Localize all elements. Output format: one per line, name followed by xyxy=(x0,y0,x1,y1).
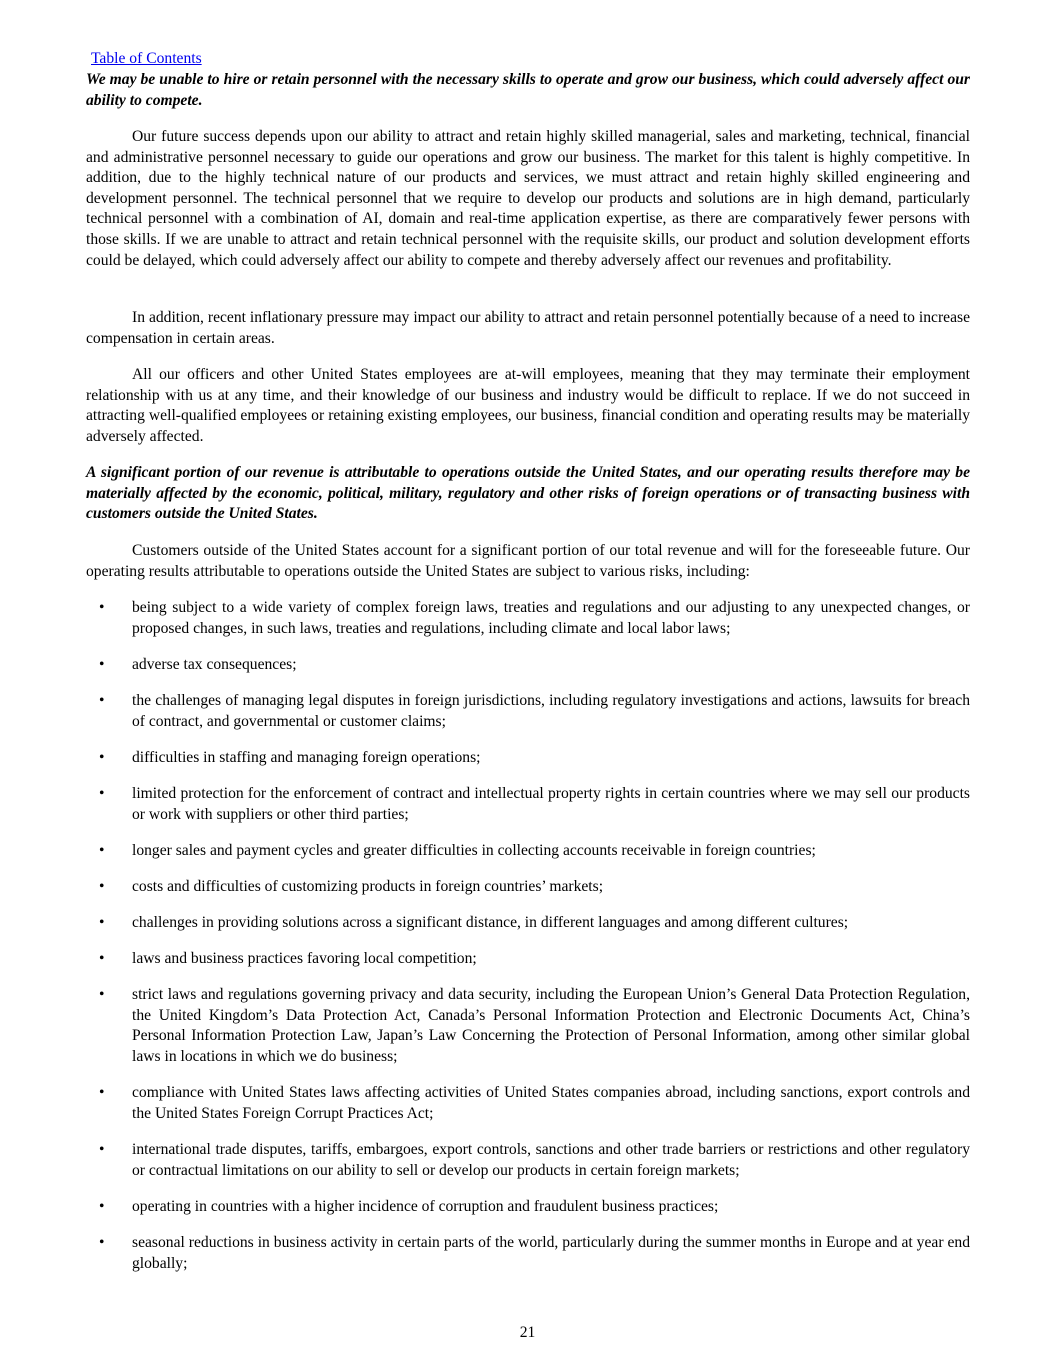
bullet-marker: • xyxy=(99,599,105,616)
list-item xyxy=(86,985,970,1067)
page-number: 21 xyxy=(519,1324,536,1341)
list-item-text: compliance with United States laws affecting activities of United States companies abroad, including sanctions, export controls and the United States Foreign Corrupt Practices Act; xyxy=(132,1084,970,1122)
list-item-text: longer sales and payment cycles and greater difficulties in collecting accounts receivable in foreign countries; xyxy=(132,842,816,859)
list-item-text: costs and difficulties of customizing products in foreign countries’ markets; xyxy=(132,878,604,895)
bullet-marker: • xyxy=(99,1234,105,1251)
bullet-marker: • xyxy=(99,986,105,1003)
list-item xyxy=(86,1233,970,1274)
list-item xyxy=(86,598,970,639)
list-item xyxy=(86,1083,970,1124)
bullet-marker: • xyxy=(99,914,105,931)
bullet-marker: • xyxy=(99,842,105,859)
bullet-marker: • xyxy=(99,749,105,766)
table-of-contents-link[interactable]: Table of Contents xyxy=(91,50,202,67)
list-item-text: operating in countries with a higher incidence of corruption and fraudulent business practices; xyxy=(132,1198,719,1215)
list-item-text: challenges in providing solutions across a significant distance, in different languages and among different cultures; xyxy=(132,914,849,931)
bullet-marker: • xyxy=(99,878,105,895)
list-item xyxy=(86,691,970,732)
bullet-marker: • xyxy=(99,692,105,709)
list-item xyxy=(86,949,970,970)
list-item-text: laws and business practices favoring local competition; xyxy=(132,950,477,967)
list-item-text: limited protection for the enforcement of contract and intellectual property rights in certain countries where we may sell our products or work with suppliers or other third parties; xyxy=(132,785,970,823)
list-item-text: strict laws and regulations governing privacy and data security, including the European Union’s General Data Protection Regulation, the United Kingdom’s Data Protection Act, Canada’s Personal Information Protection and Electronic Documents Act, China’s Personal Information Protection Law, Japan’s Law Concerning the Protection of Personal Information, among other similar global laws in locations in which we do business; xyxy=(132,986,970,1065)
list-item xyxy=(86,877,970,898)
list-item-text: adverse tax consequences; xyxy=(132,656,297,673)
paragraph-at-will: All our officers and other United States employees are at-will employees, meaning that they may terminate their employment relationship with us at any time, and their knowledge of our business and industry would be difficult to replace. If we do not succeed in attracting well-qualified employees or retaining existing employees, our business, financial condition and operating results may be materially adversely affected. xyxy=(86,366,970,445)
risk-heading-international: A significant portion of our revenue is attributable to operations outside the United States, and our operating results therefore may be materially affected by the economic, political, military, regulatory and other risks of foreign operations or of transacting business with customers outside the United States. xyxy=(86,464,970,523)
list-item-text: difficulties in staffing and managing foreign operations; xyxy=(132,749,481,766)
list-item xyxy=(86,655,970,676)
list-item xyxy=(86,784,970,825)
list-item xyxy=(86,748,970,769)
list-item xyxy=(86,841,970,862)
bullet-marker: • xyxy=(99,950,105,967)
bullet-marker: • xyxy=(99,785,105,802)
paragraph-future-success: Our future success depends upon our ability to attract and retain highly skilled managerial, sales and marketing, technical, financial and administrative personnel necessary to guide our operations and grow our business. The market for this talent is highly competitive. In addition, due to the highly technical nature of our products and services, we must attract and retain highly skilled engineering and development personnel. The technical personnel that we require to develop our products and solutions are in high demand, particularly technical personnel with a combination of AI, domain and real-time application expertise, as there are comparatively fewer persons with those skills. If we are unable to attract and retain technical personnel with the requisite skills, our product and solution development efforts could be delayed, which could adversely affect our ability to compete and thereby adversely affect our revenues and profitability. xyxy=(86,128,970,269)
risk-heading-personnel: We may be unable to hire or retain personnel with the necessary skills to operate and grow our business, which could adversely affect our ability to compete. xyxy=(86,71,970,109)
bullet-marker: • xyxy=(99,656,105,673)
list-item-text: the challenges of managing legal disputes in foreign jurisdictions, including regulatory investigations and actions, lawsuits for breach of contract, and governmental or customer claims; xyxy=(132,692,970,730)
list-item-text: international trade disputes, tariffs, embargoes, export controls, sanctions and other trade barriers or restrictions and other regulatory or contractual limitations on our ability to sell or develop our products in certain foreign markets; xyxy=(132,1141,970,1179)
list-item-text: being subject to a wide variety of complex foreign laws, treaties and regulations and our adjusting to any unexpected changes, or proposed changes, in such laws, treaties and regulations, including climate and local labor laws; xyxy=(132,599,970,637)
paragraph-customers-outside-us: Customers outside of the United States account for a significant portion of our total revenue and will for the foreseeable future. Our operating results attributable to operations outside the United States are subject to various risks, including: xyxy=(86,542,970,580)
bullet-marker: • xyxy=(99,1141,105,1158)
paragraph-inflation: In addition, recent inflationary pressure may impact our ability to attract and retain personnel potentially because of a need to increase compensation in certain areas. xyxy=(86,309,970,347)
list-item xyxy=(86,1140,970,1181)
list-item xyxy=(86,913,970,934)
list-item-text: seasonal reductions in business activity in certain parts of the world, particularly during the summer months in Europe and at year end globally; xyxy=(132,1234,970,1272)
bullet-marker: • xyxy=(99,1084,105,1101)
list-item xyxy=(86,1197,970,1218)
bullet-marker: • xyxy=(99,1198,105,1215)
